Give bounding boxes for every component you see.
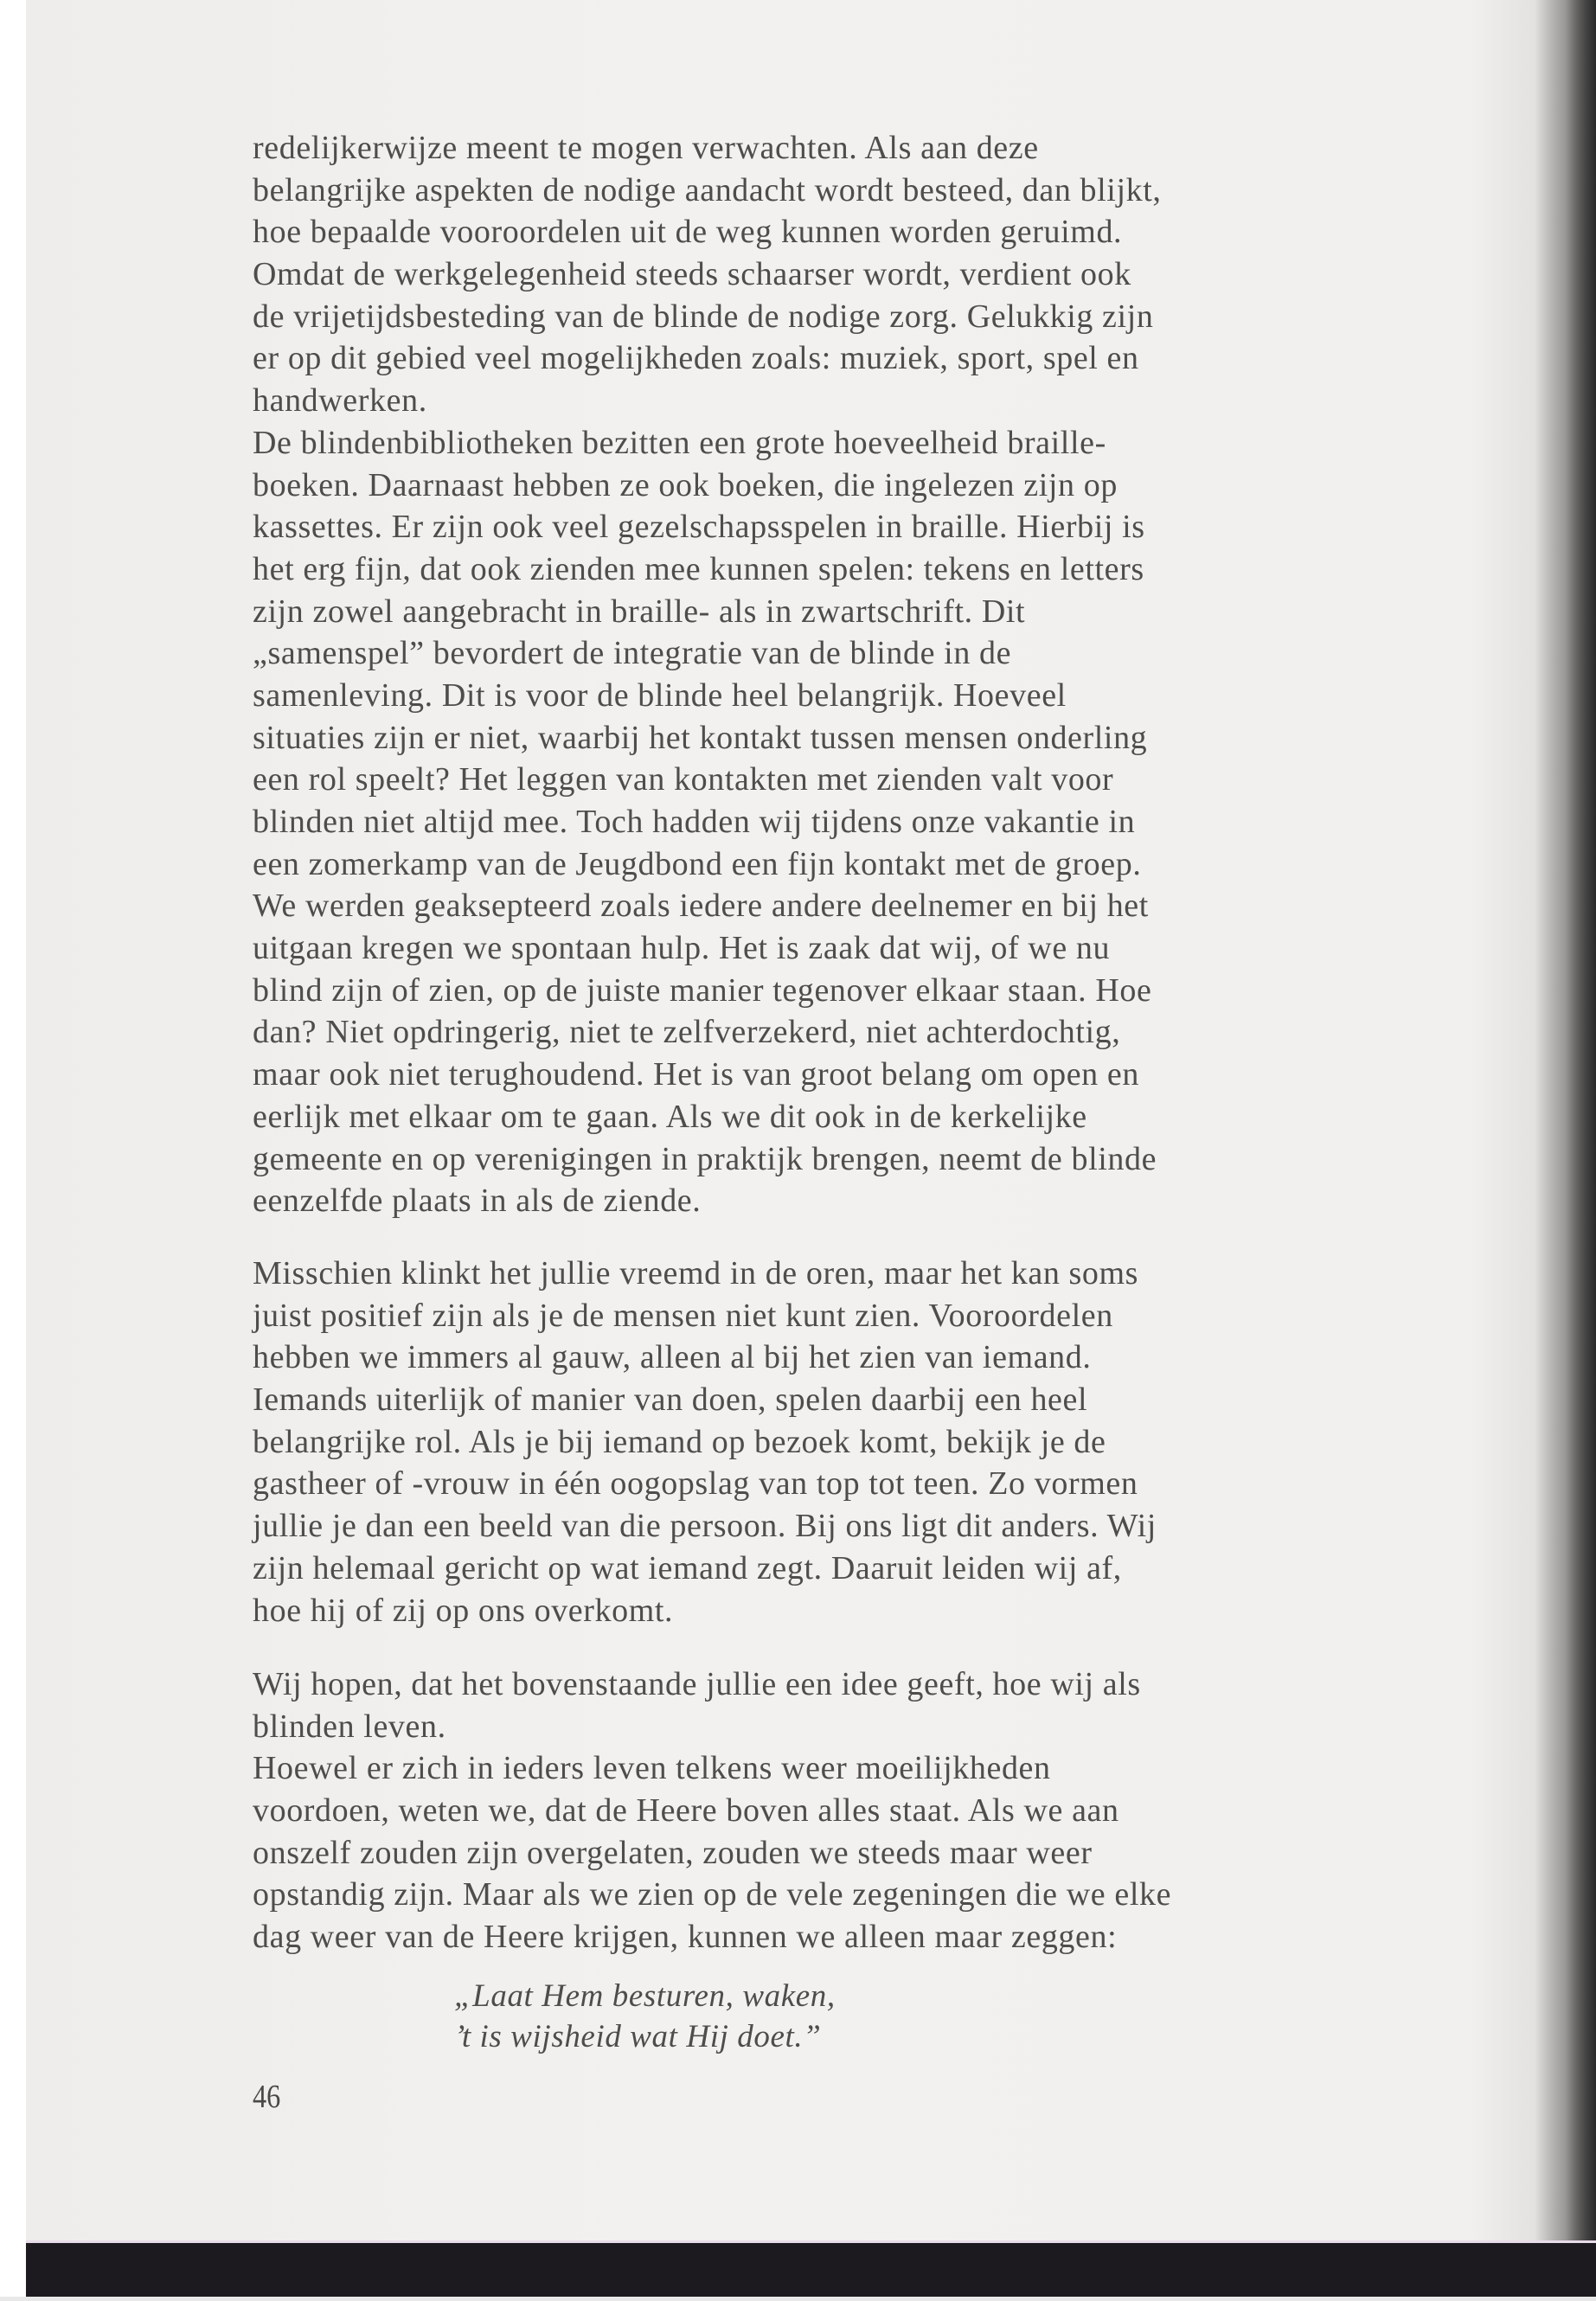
- text-line: Misschien klinkt het jullie vreemd in de oren, maar het kan soms: [253, 1255, 1139, 1292]
- text-line: zijn zowel aangebracht in braille- als in zwartschrift. Dit: [253, 593, 1026, 630]
- book-gutter-shadow: [1535, 0, 1596, 2301]
- text-line: samenleving. Dit is voor de blinde heel belangrijk. Hoeveel: [253, 676, 1067, 714]
- text-line: dag weer van de Heere krijgen, kunnen we alleen maar zeggen:: [253, 1919, 1118, 1956]
- text-line: hoe hij of zij op ons overkomt.: [253, 1592, 674, 1629]
- text-line: De blindenbibliotheken bezitten een grote hoeveelheid braille-: [253, 424, 1106, 461]
- text-line: redelijkerwijze meent te mogen verwachten. Als aan deze: [253, 130, 1039, 166]
- text-line: Iemands uiterlijk of manier van doen, spelen daarbij een heel: [253, 1381, 1088, 1419]
- text-line: Hoewel er zich in ieders leven telkens weer moeilijkheden: [253, 1750, 1051, 1787]
- text-line: een zomerkamp van de Jeugdbond een fijn kontakt met de groep.: [253, 845, 1142, 882]
- quote-line: ’t is wijsheid wat Hij doet.”: [454, 2019, 822, 2054]
- text-line: onszelf zouden zijn overgelaten, zouden we steeds maar weer: [253, 1834, 1093, 1871]
- text-line: kassettes. Er zijn ook veel gezelschapsspelen in braille. Hierbij is: [253, 509, 1145, 546]
- text-line: blinden niet altijd mee. Toch hadden wij tijdens onze vakantie in: [253, 804, 1136, 840]
- text-line: belangrijke aspekten de nodige aandacht wordt besteed, dan blijkt,: [253, 171, 1162, 208]
- text-line: Wij hopen, dat het bovenstaande jullie een idee geeft, hoe wij als: [253, 1666, 1141, 1702]
- text-section-1: [253, 127, 1479, 1222]
- text-line: hebben we immers al gauw, alleen al bij het zien van iemand.: [253, 1339, 1092, 1376]
- text-line: juist positief zijn als je de mensen niet kunt zien. Vooroordelen: [253, 1297, 1113, 1334]
- scan-bottom-edge: [26, 2240, 1596, 2299]
- text-line: gemeente en op verenigingen in praktijk brengen, neemt de blinde: [253, 1140, 1157, 1177]
- quote-line: „Laat Hem besturen, waken,: [454, 1978, 836, 2014]
- poem-quote: [454, 1976, 836, 2057]
- text-line: hoe bepaalde vooroordelen uit de weg kunnen worden geruimd.: [253, 214, 1123, 251]
- text-line: de vrijetijdsbesteding van de blinde de nodige zorg. Gelukkig zijn: [253, 298, 1154, 335]
- text-line: We werden geaksepteerd zoals iedere andere deelnemer en bij het: [253, 888, 1149, 925]
- text-line: jullie je dan een beeld van die persoon. Bij ons ligt dit anders. Wij: [253, 1508, 1157, 1545]
- text-line: Omdat de werkgelegenheid steeds schaarser wordt, verdient ook: [253, 256, 1131, 293]
- text-line: het erg fijn, dat ook zienden mee kunnen spelen: tekens en letters: [253, 550, 1144, 587]
- text-line: handwerken.: [253, 382, 427, 420]
- text-line: zijn helemaal gericht op wat iemand zegt. Daaruit leiden wij af,: [253, 1549, 1122, 1586]
- text-line: „samenspel” bevordert de integratie van de blinde in de: [253, 635, 1012, 672]
- text-line: dan? Niet opdringerig, niet te zelfverzekerd, niet achterdochtig,: [253, 1014, 1121, 1051]
- text-line: voordoen, weten we, dat de Heere boven alles staat. Als we aan: [253, 1792, 1119, 1830]
- text-section-3: [253, 1663, 1479, 1958]
- text-section-2: [253, 1253, 1479, 1631]
- page-number: 46: [253, 2079, 281, 2115]
- text-line: blind zijn of zien, op de juiste manier tegenover elkaar staan. Hoe: [253, 971, 1152, 1009]
- scan-bottom-strip: [0, 2297, 1596, 2301]
- text-line: er op dit gebied veel mogelijkheden zoals: muziek, sport, spel en: [253, 340, 1139, 377]
- text-line: situaties zijn er niet, waarbij het kontakt tussen mensen onderling: [253, 719, 1148, 756]
- text-line: blinden leven.: [253, 1708, 446, 1745]
- text-line: een rol speelt? Het leggen van kontakten met zienden valt voor: [253, 761, 1114, 798]
- text-line: boeken. Daarnaast hebben ze ook boeken, die ingelezen zijn op: [253, 466, 1118, 503]
- text-line: eerlijk met elkaar om te gaan. Als we dit ook in de kerkelijke: [253, 1098, 1087, 1135]
- text-line: opstandig zijn. Maar als we zien op de vele zegeningen die we elke: [253, 1876, 1172, 1913]
- text-line: maar ook niet terughoudend. Het is van groot belang om open en: [253, 1056, 1139, 1093]
- text-line: gastheer of -vrouw in één oogopslag van top tot teen. Zo vormen: [253, 1465, 1138, 1503]
- text-line: uitgaan kregen we spontaan hulp. Het is zaak dat wij, of we nu: [253, 930, 1111, 967]
- text-line: belangrijke rol. Als je bij iemand op bezoek komt, bekijk je de: [253, 1423, 1106, 1460]
- text-line: eenzelfde plaats in als de ziende.: [253, 1183, 702, 1220]
